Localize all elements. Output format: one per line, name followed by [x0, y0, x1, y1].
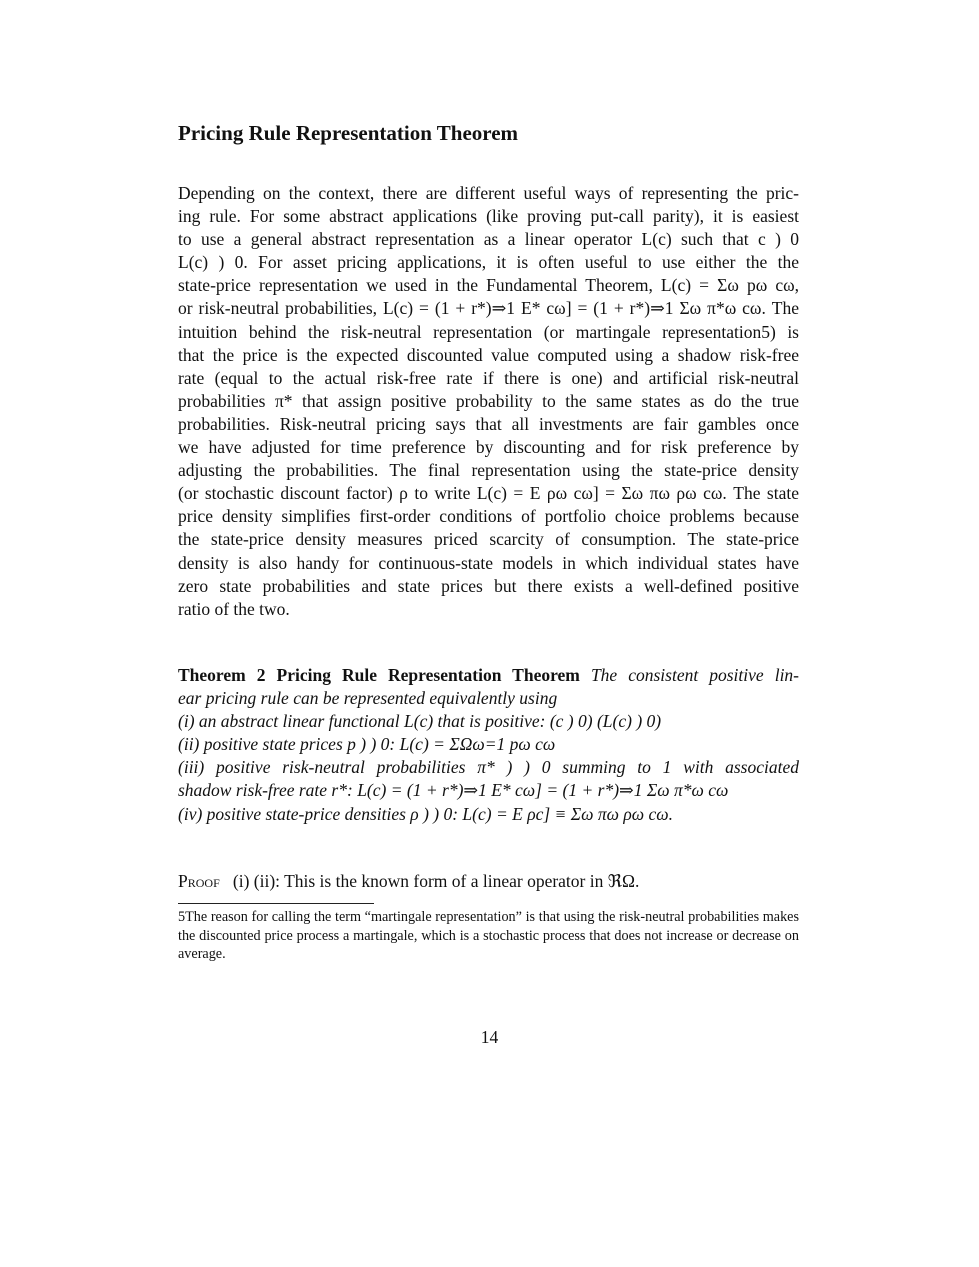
theorem-line: ear pricing rule can be represented equivalently using [178, 688, 558, 709]
section-heading: Pricing Rule Representation Theorem [178, 121, 519, 145]
proof-line [178, 870, 639, 893]
paragraph-line: zero state probabilities and state prices but there exists a well-defined positive [178, 575, 799, 596]
proof-label: Proof [178, 871, 220, 891]
paragraph-line: to use a general abstract representation as a linear operator L(c) such that c ) 0 [178, 229, 799, 250]
theorem-line: (iii) positive risk-neutral probabilities π* ) ) 0 summing to 1 with associated [178, 757, 799, 778]
theorem-line [178, 664, 799, 687]
theorem-line: shadow risk-free rate r*: L(c) = (1 + r*)⇒1 E* cω] = (1 + r*)⇒1 Σω π*ω cω [178, 780, 729, 801]
theorem-text: The consistent positive lin- [590, 665, 800, 685]
paragraph-line: we have adjusted for time preference by discounting and for risk preference by [178, 437, 799, 458]
theorem-line: (ii) positive state prices p ) ) 0: L(c) = ΣΩω=1 pω cω [178, 734, 556, 755]
theorem-block [178, 664, 799, 826]
paragraph-line: the state-price density measures priced scarcity of consumption. The state-price [178, 529, 799, 550]
paragraph-line: density is also handy for continuous-state models in which individual states have [178, 552, 799, 573]
footnote: 5The reason for calling the term “martingale representation” is that using the risk-neutral probabilities makes the discounted price process a martingale, which is a stochastic process that does not increase or decrease on average. [178, 909, 799, 963]
intro-paragraph [178, 182, 799, 621]
page-number: 14 [480, 1027, 499, 1047]
paragraph-line: ing rule. For some abstract applications (like proving put-call parity), it is easiest [178, 206, 799, 227]
paragraph-line: ratio of the two. [178, 598, 290, 619]
theorem-line: (iv) positive state-price densities ρ ) ) 0: L(c) = E ρc] ≡ Σω πω ρω cω. [178, 803, 673, 824]
paragraph-line: price density simplifies first-order conditions of portfolio choice problems because [178, 506, 799, 527]
paragraph-line: adjusting the probabilities. The final representation using the state-price density [178, 460, 799, 481]
footnote-rule [178, 903, 374, 904]
paragraph-line: intuition behind the risk-neutral representation (or martingale representation5) is [178, 321, 799, 342]
paragraph-line: probabilities π* that assign positive probability to the same states as do the true [178, 390, 799, 411]
paragraph-line: Depending on the context, there are different useful ways of representing the pric- [178, 183, 799, 203]
paragraph-line: or risk-neutral probabilities, L(c) = (1 + r*)⇒1 E* cω] = (1 + r*)⇒1 Σω π*ω cω. The [178, 298, 799, 319]
paragraph-line: rate (equal to the actual risk-free rate if there is one) and artificial risk-neutral [178, 367, 799, 388]
paragraph-line: L(c) ) 0. For asset pricing applications, it is often useful to use either the the [178, 252, 799, 273]
paragraph-line: that the price is the expected discounted value computed using a shadow risk-free [178, 344, 799, 365]
proof-text: (i) (ii): This is the known form of a linear operator in ℜΩ. [232, 871, 640, 891]
theorem-label: Theorem 2 Pricing Rule Representation Theorem [178, 665, 580, 685]
paragraph-line: state-price representation we used in the Fundamental Theorem, L(c) = Σω pω cω, [178, 275, 799, 296]
paragraph-line: (or stochastic discount factor) ρ to write L(c) = E ρω cω] = Σω πω ρω cω. The state [178, 483, 799, 504]
paragraph-line: probabilities. Risk-neutral pricing says that all investments are fair gambles once [178, 413, 799, 434]
theorem-line: (i) an abstract linear functional L(c) that is positive: (c ) 0) (L(c) ) 0) [178, 711, 662, 732]
